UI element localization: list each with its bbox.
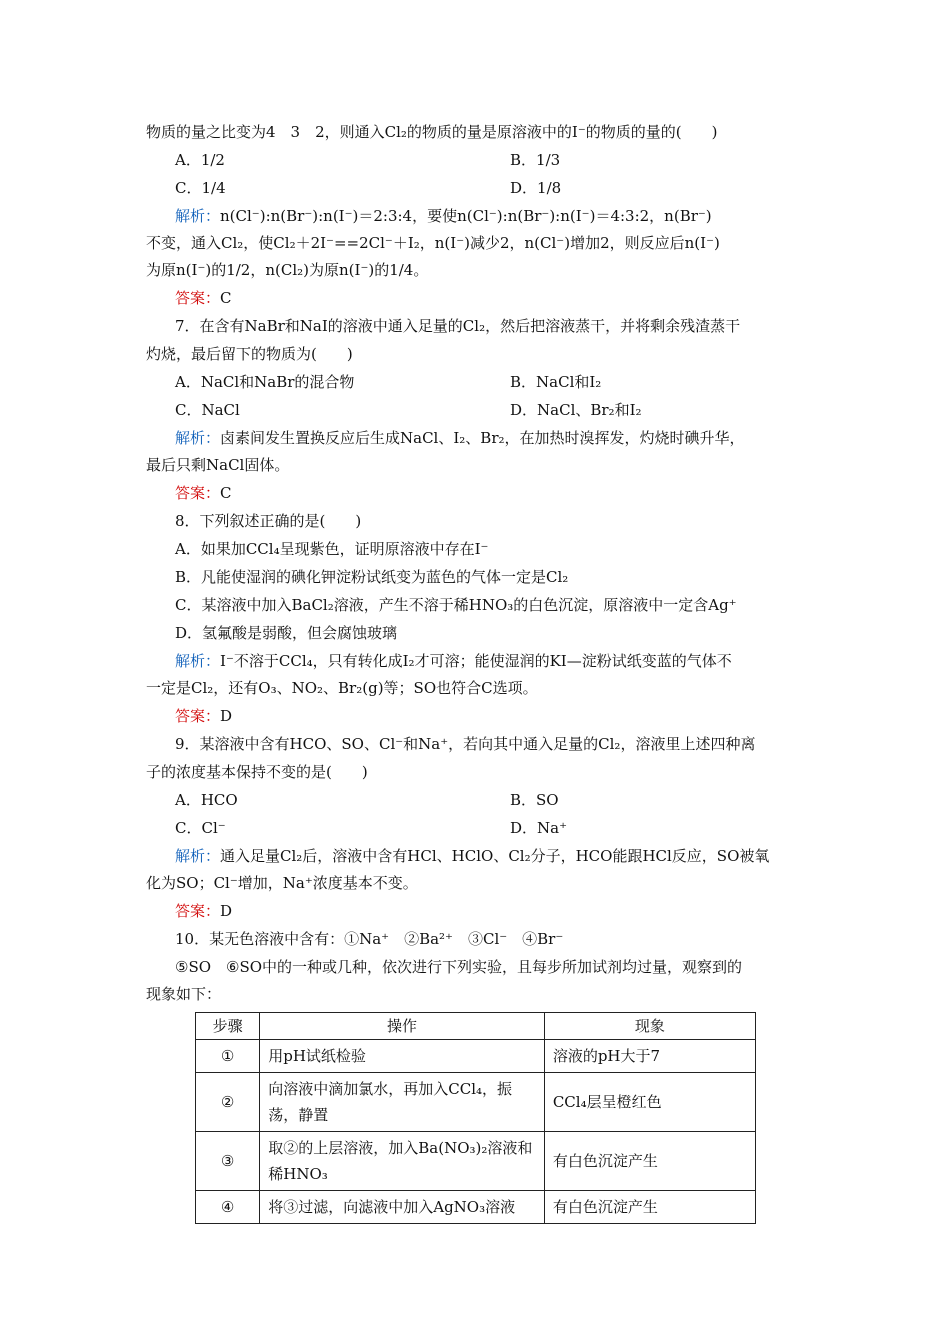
q9-stem-line-1: 9．某溶液中含有HCO、SO、Cl⁻和Na⁺，若向其中通入足量的Cl₂，溶液里上述四种离 [175, 735, 756, 753]
q7-answer-label: 答案： [175, 484, 221, 502]
q9-analysis-line-1: 解析：通入足量Cl₂后，溶液中含有HCl、HClO、Cl₂分子，HCO能跟HCl反应，SO被氧 [175, 847, 770, 865]
q9-answer: 答案：D [175, 902, 233, 920]
q7-answer: 答案：C [175, 484, 232, 502]
header-operation: 操作 [260, 1013, 545, 1040]
q7-option-c: C．NaCl [175, 401, 240, 419]
q6-option-a: A．1/2 [175, 151, 225, 169]
q10-stem-line-1: 10．某无色溶液中含有：①Na⁺ ②Ba²⁺ ③Cl⁻ ④Br⁻ [175, 930, 564, 948]
q8-analysis-line-1: 解析：I⁻不溶于CCl₄，只有转化成I₂才可溶；能使湿润的KI—淀粉试纸变蓝的气体不 [175, 652, 732, 670]
header-step: 步骤 [196, 1013, 260, 1040]
row-step: ④ [196, 1191, 260, 1224]
table-header-row [196, 1013, 756, 1040]
q9-stem-line-2: 子的浓度基本保持不变的是( ) [146, 763, 368, 781]
table-row [196, 1132, 756, 1191]
q10-experiment-table [195, 1012, 756, 1224]
row-observation: CCl₄层呈橙红色 [544, 1073, 755, 1132]
table-row [196, 1073, 756, 1132]
row-observation: 有白色沉淀产生 [544, 1191, 755, 1224]
row-observation: 溶液的pH大于7 [544, 1040, 755, 1073]
q8-analysis-label: 解析： [175, 652, 221, 670]
row-step: ① [196, 1040, 260, 1073]
q6-analysis-line-3: 为原n(I⁻)的1/2，n(Cl₂)为原n(I⁻)的1/4。 [146, 261, 429, 279]
q9-option-c: C．Cl⁻ [175, 819, 226, 837]
table-row [196, 1040, 756, 1073]
q6-option-b: B．1/3 [510, 151, 561, 169]
q8-option-b: B．凡能使湿润的碘化钾淀粉试纸变为蓝色的气体一定是Cl₂ [175, 568, 569, 586]
q9-analysis-line-2: 化为SO；Cl⁻增加，Na⁺浓度基本不变。 [146, 874, 418, 892]
row-step: ③ [196, 1132, 260, 1191]
row-operation: 用pH试纸检验 [260, 1040, 545, 1073]
q10-stem-line-2: ⑤SO ⑥SO中的一种或几种，依次进行下列实验，且每步所加试剂均过量，观察到的 [175, 958, 743, 976]
q8-option-a: A．如果加CCl₄呈现紫色，证明原溶液中存在I⁻ [175, 540, 489, 558]
row-observation: 有白色沉淀产生 [544, 1132, 755, 1191]
q7-option-a: A．NaCl和NaBr的混合物 [175, 373, 355, 391]
q8-analysis-line-2: 一定是Cl₂，还有O₃、NO₂、Br₂(g)等；SO也符合C选项。 [146, 679, 538, 697]
q10-stem-line-3: 现象如下： [146, 985, 222, 1003]
q7-option-b: B．NaCl和I₂ [510, 373, 602, 391]
q6-option-d: D．1/8 [510, 179, 562, 197]
q9-option-b: B．SO [510, 791, 559, 809]
q8-answer-label: 答案： [175, 707, 221, 725]
header-observation: 现象 [544, 1013, 755, 1040]
q7-option-d: D．NaCl、Br₂和I₂ [510, 401, 642, 419]
table-row [196, 1191, 756, 1224]
q7-stem-line-2: 灼烧，最后留下的物质为( ) [146, 345, 353, 363]
q9-analysis-label: 解析： [175, 847, 221, 865]
q6-analysis-label: 解析： [175, 207, 221, 225]
row-step: ② [196, 1073, 260, 1132]
q8-answer: 答案：D [175, 707, 233, 725]
row-operation: 取②的上层溶液，加入Ba(NO₃)₂溶液和稀HNO₃ [260, 1132, 545, 1191]
row-operation: 向溶液中滴加氯水，再加入CCl₄，振荡，静置 [260, 1073, 545, 1132]
q6-stem-line: 物质的量之比变为4 3 2，则通入Cl₂的物质的量是原溶液中的I⁻的物质的量的( ) [146, 123, 718, 141]
q9-answer-label: 答案： [175, 902, 221, 920]
q9-option-a: A．HCO [175, 791, 238, 809]
q6-answer-label: 答案： [175, 289, 221, 307]
q7-stem-line-1: 7．在含有NaBr和NaI的溶液中通入足量的Cl₂，然后把溶液蒸干，并将剩余残渣蒸干 [175, 317, 741, 335]
q6-answer: 答案：C [175, 289, 232, 307]
q6-analysis-line-2: 不变，通入Cl₂，使Cl₂＋2I⁻==2Cl⁻＋I₂，n(I⁻)减少2，n(Cl⁻)增加2，则反应后n(I⁻) [146, 234, 720, 252]
q8-stem: 8．下列叙述正确的是( ) [175, 512, 362, 530]
row-operation: 将③过滤，向滤液中加入AgNO₃溶液 [260, 1191, 545, 1224]
q7-analysis-line-1: 解析：卤素间发生置换反应后生成NaCl、I₂、Br₂，在加热时溴挥发，灼烧时碘升华， [175, 429, 745, 447]
q7-analysis-line-2: 最后只剩NaCl固体。 [146, 456, 290, 474]
q8-option-d: D．氢氟酸是弱酸，但会腐蚀玻璃 [175, 624, 398, 642]
q9-option-d: D．Na⁺ [510, 819, 568, 837]
q7-analysis-label: 解析： [175, 429, 221, 447]
q6-option-c: C．1/4 [175, 179, 226, 197]
q8-option-c: C．某溶液中加入BaCl₂溶液，产生不溶于稀HNO₃的白色沉淀，原溶液中一定含Ag⁺ [175, 596, 737, 614]
q6-analysis-line-1: 解析：n(Cl⁻):n(Br⁻):n(I⁻)＝2:3:4，要使n(Cl⁻):n(Br⁻):n(I⁻)＝4:3:2，n(Br⁻) [175, 207, 712, 225]
